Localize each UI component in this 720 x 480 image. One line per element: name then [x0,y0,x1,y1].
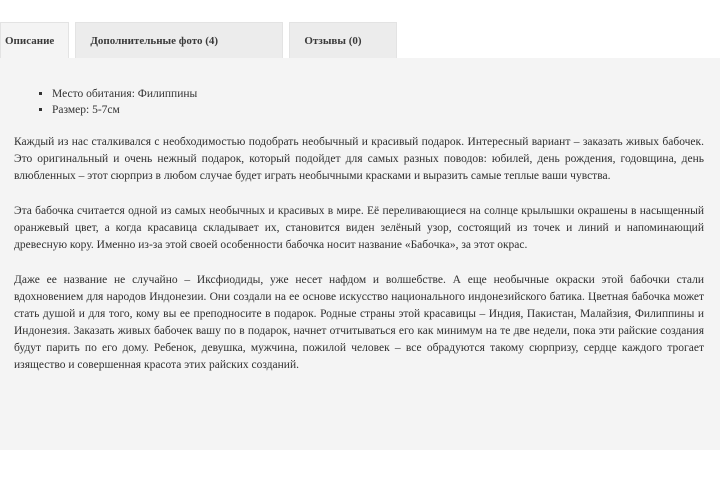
tab-reviews[interactable]: Отзывы (0) [289,22,397,58]
tab-description[interactable]: Описание [0,22,69,58]
tab-additional-photos[interactable]: Дополнительные фото (4) [75,22,283,58]
product-details-list [14,86,720,118]
description-paragraph-2: Эта бабочка считается одной из самых необычных и красивых в мире. Её переливающиеся на солнце крылышки окрашены в насыщенный оранжевый цвет, а когда красавица складывает их, становится виден зелёный узор, состоящий из точек и линий и напоминающий древесную кору. Именно из-за этой своей особенности бабочка носит название «Бабочка», за этот окрас. [14,205,704,251]
habitat-item: ▪ Место обитания: Филиппины [52,86,720,102]
description-paragraph-1: Каждый из нас сталкивался с необходимостью подобрать необычный и красивый подарок. Интересный вариант – заказать живых бабочек. Это оригинальный и очень нежный подарок, который подойдет для самых разных поводов: юбилей, день рождения, годовщина, день влюбленных – этот сюрприз в любом случае будет играть необычными красками и выразить самые теплые ваши чувства. [14,136,704,182]
description-panel [0,58,720,450]
description-paragraph-3: Даже ее название не случайно – Иксфиодиды, уже несет нафдом и волшебстве. А еще необычные окраски этой бабочки стали вдохновением для народов Индонезии. Они создали на ее основе искусство национального индонезийского батика. Цветная бабочка может стать душой и для того, кому вы ее преподносите в подарок. Родные страны этой красавицы – Индия, Пакистан, Малайзия, Филиппины и Индонезия. Заказать живых бабочек вашу по в подарок, начнет отчитываться его как минимум на те две недели, пока эти райские создания будут парить по его дому. Ребенок, девушка, мужчина, пожилой человек – все обрадуются такому сюрпризу, сердце каждого трогает изящество и совершенная красота этих райских созданий. [14,274,704,371]
tab-bar [0,18,403,58]
size-item: ▪ Размер: 5-7см [52,102,720,118]
